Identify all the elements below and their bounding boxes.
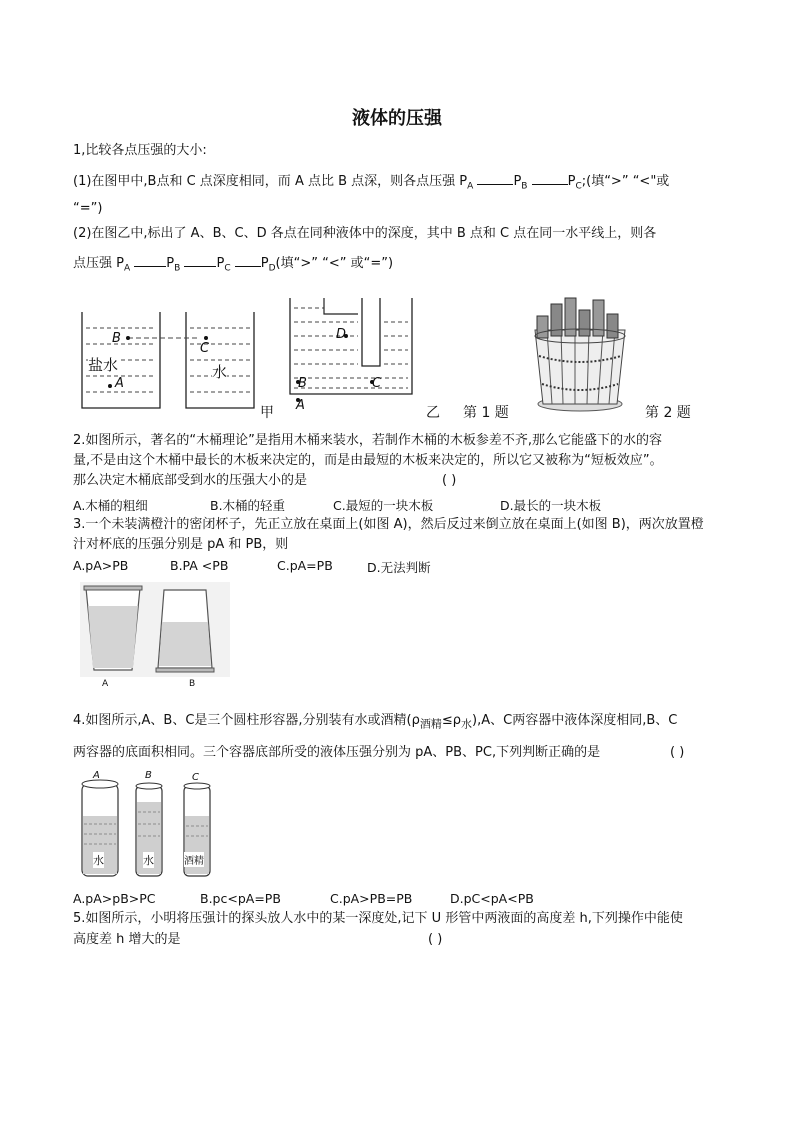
salt-water-label: 盐水 <box>88 356 119 374</box>
figure-yi-label: 乙 <box>426 405 440 421</box>
q4-option-a[interactable]: A.pA>pB>PC <box>73 891 156 906</box>
q3-option-a[interactable]: A.pA>PB <box>73 558 129 573</box>
q3-line2: 汁对杯底的压强分别是 pA 和 PB，则 <box>73 537 289 552</box>
q2-caption: 第 2 题 <box>645 405 691 421</box>
q2-option-a[interactable]: A.木桶的粗细 <box>73 498 148 513</box>
answer-paren[interactable]: ( ) <box>428 932 443 947</box>
cup-b-label: B <box>189 679 196 689</box>
answer-paren[interactable]: ( ) <box>442 473 457 488</box>
q2-line3: 那么决定木桶底部受到水的压强大小的是 <box>73 473 308 488</box>
q4-option-d[interactable]: D.pC<pA<PB <box>450 891 534 906</box>
page-title: 液体的压强 <box>352 108 442 129</box>
q1-part1: (1)在图甲中,B点和 C 点深度相同，而 A 点比 B 点深，则各点压强 $P_A$ $P_B$ $P_C$;(填“>” “<"或 <box>73 174 670 192</box>
cup-a-label: A <box>102 679 109 689</box>
wooden-barrel-figure <box>525 296 635 414</box>
q1-caption: 第 1 题 <box>463 405 509 421</box>
blank[interactable] <box>134 254 166 267</box>
q4-option-c[interactable]: C.pA>PB=PB <box>330 891 413 906</box>
q4-line1: 4.如图所示,A、B、C是三个圆柱形容器,分别装有水或酒精$(\rho_{酒精}\le\rho_水),A$、C两容器中液体深度相同,B、C <box>73 713 678 731</box>
liquid-c-label: 酒精 <box>184 852 204 867</box>
liquid-a-label: 水 <box>93 854 104 867</box>
q4-option-b[interactable]: B.pc<pA=PB <box>200 891 281 906</box>
q2-option-b[interactable]: B.木桶的轻重 <box>210 498 286 513</box>
q1-part2-line2: 点压强 $P_A$ $P_B$ $P_C$ $P_D$(填“>” “<” 或“=”) <box>73 256 394 274</box>
figure-yi <box>288 296 418 406</box>
blank[interactable] <box>184 254 216 267</box>
liquid-b-label: 水 <box>143 854 154 867</box>
q1-part2-line1: (2)在图乙中,标出了 A、B、C、D 各点在同种液体中的深度，其中 B 点和 C 点在同一水平线上，则各 <box>73 226 657 241</box>
blank[interactable] <box>532 172 568 185</box>
container-c-label: C <box>192 772 199 783</box>
q3-option-d[interactable]: D.无法判断 <box>367 560 431 575</box>
q5-line1: 5.如图所示，小明将压强计的探头放人水中的某一深度处,记下 U 形管中两液面的高度差 h,下列操作中能使 <box>73 911 683 926</box>
q3-option-b[interactable]: B.PA <PB <box>170 558 229 573</box>
point-a-label: A <box>115 376 124 391</box>
q4-line2: 两容器的底面积相同。三个容器底部所受的液体压强分别为 pA、PB、PC,下列判断正确的是 <box>73 745 601 760</box>
cups-figure <box>80 582 230 677</box>
q1-part1-cont: “=”) <box>73 201 103 216</box>
container-b-label: B <box>145 770 152 781</box>
q3-option-c[interactable]: C.pA=PB <box>277 558 333 573</box>
q1-stem: 1,比较各点压强的大小: <box>73 143 207 158</box>
q2-option-d[interactable]: D.最长的一块木板 <box>500 498 602 513</box>
point-b2-label: B <box>298 376 307 391</box>
q2-option-c[interactable]: C.最短的一块木板 <box>333 498 434 513</box>
blank[interactable] <box>235 254 261 267</box>
figure-jia-label: 甲 <box>260 405 274 421</box>
point-c2-label: C <box>372 376 382 391</box>
container-a-label: A <box>93 770 100 781</box>
q2-line1: 2.如图所示，著名的“木桶理论”是指用木桶来装水，若制作木桶的木板参差不齐,那么它能盛下的水的容 <box>73 433 663 448</box>
point-c-label: C <box>200 341 210 356</box>
point-d-label: D <box>336 327 347 342</box>
q2-line2: 量,不是由这个木桶中最长的木板来决定的，而是由最短的木板来决定的，所以它又被称为“短板效应”。 <box>73 453 663 468</box>
q5-line2: 高度差 h 增大的是 <box>73 932 181 947</box>
point-b-label: B <box>112 331 121 346</box>
blank[interactable] <box>477 172 513 185</box>
point-a2-label: A <box>296 398 305 413</box>
water-label: 水 <box>212 363 228 381</box>
answer-paren[interactable]: ( ) <box>670 745 685 760</box>
q3-line1: 3.一个未装满橙汁的密闭杯子，先正立放在桌面上(如图 A)，然后反过来倒立放在桌面上(如图 B)，两次放置橙 <box>73 517 704 532</box>
